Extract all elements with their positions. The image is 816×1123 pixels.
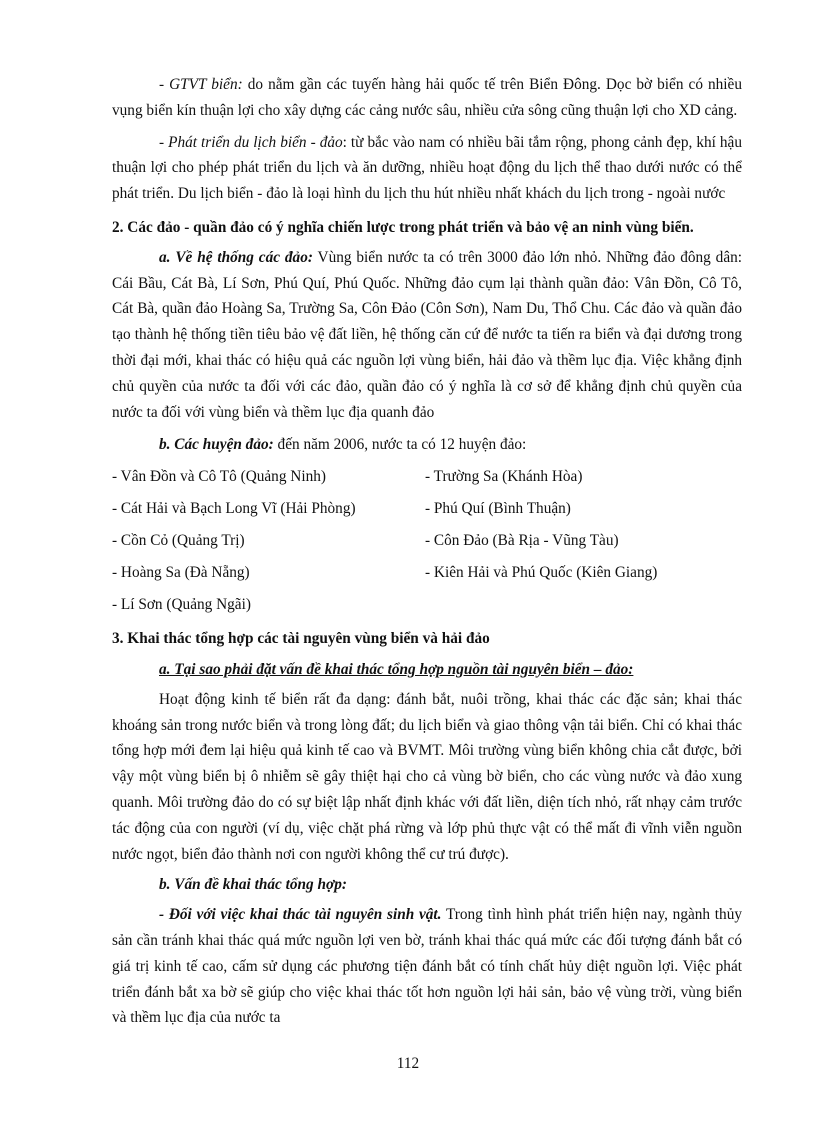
section3a-paragraph: Hoạt động kinh tế biển rất đa dạng: đánh bắt, nuôi trồng, khai thác các đặc sản; khai thác khoáng sản trong nước biển và trong lòng đất; du lịch biển và giao thông vận tải biển. Chỉ có khai thác tổng hợp mới đem lại hiệu quả kinh tế cao và BVMT. Môi trường vùng biển không chia cắt được, bởi vậy một vùng biển bị ô nhiễm sẽ gây thiệt hại cho cả vùng bờ biển, cho các vùng nước và đảo xung quanh. Môi trường đảo do có sự biệt lập nhất định khác với đất liền, diện tích nhỏ, rất nhạy cảm trước tác động của con người (ví dụ, việc chặt phá rừng và lớp phủ thực vật có thể mất đi vĩnh viễn nguồn nước ngọt, biển đảo thành nơi con người không thể cư trú được).: [112, 690, 742, 863]
island-districts-text: đến năm 2006, nước ta có 12 huyện đảo:: [273, 436, 527, 454]
district-item: - Trường Sa (Khánh Hòa): [425, 468, 583, 486]
district-item: - Phú Quí (Bình Thuận): [425, 500, 571, 518]
island-districts-intro: [112, 432, 742, 458]
page-number: 112: [396, 1055, 420, 1072]
section2-heading: 2. Các đảo - quần đảo có ý nghĩa chiến lược trong phát triển và bảo vệ an ninh vùng biển.: [112, 218, 694, 236]
section3b-heading: b. Vấn đề khai thác tổng hợp:: [159, 876, 347, 894]
district-item: - Cồn Cỏ (Quảng Trị): [112, 532, 245, 550]
district-item: - Kiên Hải và Phú Quốc (Kiên Giang): [425, 564, 658, 582]
gtvt-paragraph: [112, 72, 742, 124]
district-item: - Côn Đảo (Bà Rịa - Vũng Tàu): [425, 532, 619, 550]
island-districts-list: [112, 464, 742, 618]
gtvt-text: do nằm gần các tuyến hàng hải quốc tế trên Biển Đông. Dọc bờ biển có nhiều vụng biển kín thuận lợi cho xây dựng các cảng nước sâu, nhiều cửa sông cũng thuận lợi cho XD cảng.: [112, 76, 742, 119]
islands-system-paragraph: [112, 245, 742, 426]
tourism-text: : từ bắc vào nam có nhiều bãi tắm rộng, phong cảnh đẹp, khí hậu thuận lợi cho phép phát triển du lịch và ăn dưỡng, nhiều hoạt động du lịch thể thao dưới nước có thể phát triển. Du lịch biển - đảo là loại hình du lịch thu hút nhiều nhất khách du lịch trong - ngoài nước: [112, 133, 742, 203]
district-item: - Cát Hải và Bạch Long Vĩ (Hải Phòng): [112, 500, 356, 518]
bio-resources-text: Trong tình hình phát triển hiện nay, ngành thủy sản cần tránh khai thác quá mức nguồn lợi ven bờ, tránh khai thác quá mức các đối tượng đánh bắt có giá trị kinh tế cao, cấm sử dụng các phương tiện đánh bắt có tính chất hủy diệt nguồn lợi. Việc phát triển đánh bắt xa bờ sẽ giúp cho việc khai thác tốt hơn nguồn lợi hải sản, bảo vệ vùng trời, vùng biển và thềm lục địa của nước ta: [112, 906, 742, 1027]
district-item: - Hoàng Sa (Đà Nẵng): [112, 564, 250, 582]
tourism-lead: - Phát triển du lịch biển - đảo: [159, 133, 343, 151]
document-page: [112, 72, 742, 1031]
bio-resources-lead: - Đối với việc khai thác tài nguyên sinh vật.: [159, 906, 442, 924]
islands-system-lead: a. Về hệ thống các đảo:: [159, 248, 313, 266]
district-item: - Lí Sơn (Quảng Ngãi): [112, 596, 251, 614]
islands-system-text: Vùng biển nước ta có trên 3000 đảo lớn nhỏ. Những đảo đông dân: Cái Bầu, Cát Bà, Lí Sơn, Phú Quí, Phú Quốc. Những đảo cụm lại thành quần đảo: Vân Đồn, Cô Tô, Cát Bà, quần đảo Hoàng Sa, Trường Sa, Côn Đảo (Côn Sơn), Nam Du, Thổ Chu. Các đảo và quần đảo tạo thành hệ thống tiền tiêu bảo vệ đất liền, hệ thống căn cứ để nước ta tiến ra biển và đại dương trong thời đại mới, khai thác có hiệu quả các nguồn lợi vùng biển, hải đảo và thềm lục địa. Việc khẳng định chủ quyền của nước ta đối với các đảo, quần đảo có ý nghĩa là cơ sở để khẳng định chủ quyền của nước ta đối với vùng biển và thềm lục địa quanh đảo: [112, 248, 743, 421]
section3b-paragraph: [112, 902, 742, 1031]
gtvt-lead: - GTVT biển:: [159, 76, 243, 93]
district-item: - Vân Đồn và Cô Tô (Quảng Ninh): [112, 468, 326, 486]
section3a-heading: a. Tại sao phải đặt vấn đề khai thác tổng hợp nguồn tài nguyên biển – đảo:: [159, 660, 634, 678]
section3-heading: 3. Khai thác tổng hợp các tài nguyên vùng biển và hải đảo: [112, 630, 490, 648]
island-districts-lead: b. Các huyện đảo:: [159, 436, 274, 454]
tourism-paragraph: [112, 130, 742, 207]
